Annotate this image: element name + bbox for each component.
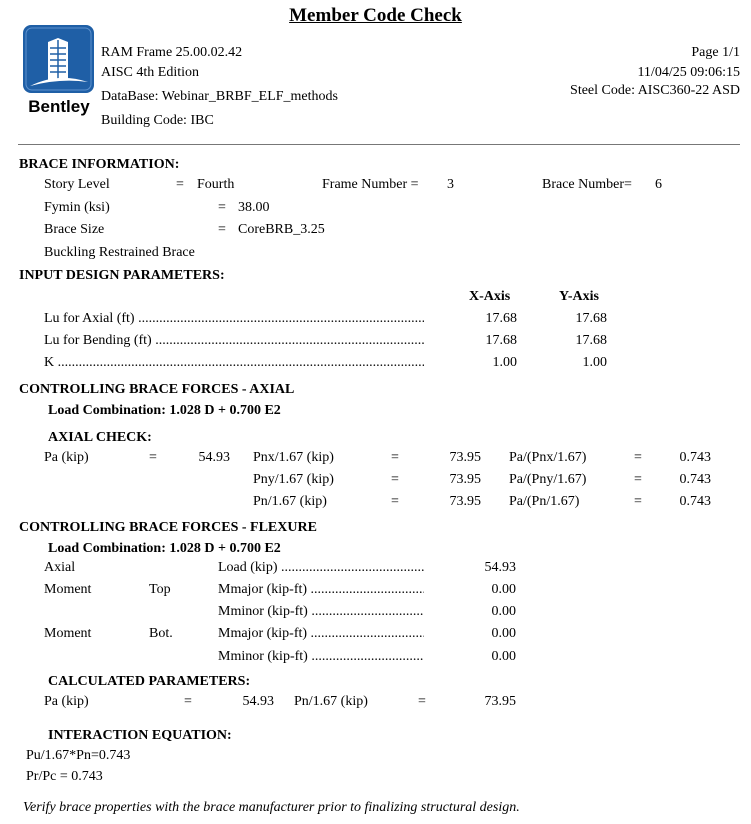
bot-mmajor-value: 0.00 [491, 626, 516, 641]
lu-bending-y: 17.68 [575, 333, 607, 348]
bot-label: Bot. [149, 626, 173, 641]
interaction-line-1: Pu/1.67*Pn=0.743 [26, 748, 131, 763]
company-name: Bentley [28, 97, 90, 116]
brace-info-heading: BRACE INFORMATION: [19, 157, 180, 172]
pny-eq: = [391, 472, 399, 487]
footnote: Verify brace properties with the brace manufacturer prior to finalizing structural design. [23, 800, 520, 815]
pny-ratio-label: Pa/(Pny/1.67) [509, 472, 587, 487]
frame-number-value: 3 [447, 177, 454, 192]
pnx-value: 73.95 [449, 450, 481, 465]
top-mmajor-label: Mmajor (kip-ft) ..... [218, 581, 424, 598]
pnx-label: Pnx/1.67 (kip) [253, 450, 334, 465]
pny-value: 73.95 [449, 472, 481, 487]
report-datetime: 11/04/25 09:06:15 [637, 65, 740, 80]
x-axis-heading: X-Axis [469, 289, 511, 304]
fymin-value: 38.00 [238, 200, 270, 215]
program-version: RAM Frame 25.00.02.42 [101, 45, 243, 60]
pn-eq: = [391, 494, 399, 509]
story-label: Story Level [44, 177, 110, 192]
brace-number-label: Brace Number= [542, 177, 632, 192]
k-y: 1.00 [582, 355, 607, 370]
bot-mminor-label: Mminor (kip-ft) ..... [218, 648, 424, 665]
lu-bending-label: Lu for Bending (ft) ..... [44, 332, 424, 349]
moment-top-label: Moment [44, 582, 92, 597]
top-mminor-value: 0.00 [491, 604, 516, 619]
calc-pn-value: 73.95 [484, 694, 516, 709]
bentley-logo [22, 24, 96, 118]
pnx-ratio-label: Pa/(Pnx/1.67) [509, 450, 587, 465]
page-title: Member Code Check [289, 5, 462, 26]
story-value: Fourth [197, 177, 235, 192]
flexure-axial-label: Axial [44, 560, 76, 575]
lu-bending-x: 17.68 [485, 333, 517, 348]
pn-value: 73.95 [449, 494, 481, 509]
flexure-load-value: 54.93 [484, 560, 516, 575]
top-mminor-label: Mminor (kip-ft) ..... [218, 603, 424, 620]
building-code: Building Code: IBC [101, 113, 214, 128]
calc-pn-eq: = [418, 694, 426, 709]
pny-ratio: 0.743 [679, 472, 711, 487]
y-axis-heading: Y-Axis [559, 289, 599, 304]
calc-pn-label: Pn/1.67 (kip) [294, 694, 368, 709]
flexure-load-label: Load (kip) ..... [218, 559, 424, 576]
pny-ratio-eq: = [634, 472, 642, 487]
axial-heading: CONTROLLING BRACE FORCES - AXIAL [19, 382, 295, 397]
fymin-label: Fymin (ksi) [44, 200, 110, 215]
brace-size-eq: = [218, 222, 226, 237]
design-params-heading: INPUT DESIGN PARAMETERS: [19, 268, 225, 283]
pnx-ratio: 0.743 [679, 450, 711, 465]
calc-params-heading: CALCULATED PARAMETERS: [48, 674, 251, 689]
calc-pa-eq: = [184, 694, 192, 709]
database-name: DataBase: Webinar_BRBF_ELF_methods [101, 89, 338, 104]
axial-load-combination: Load Combination: 1.028 D + 0.700 E2 [48, 403, 281, 418]
bot-mminor-value: 0.00 [491, 649, 516, 664]
lu-axial-label: Lu for Axial (ft) ..... [44, 310, 424, 327]
pa-eq: = [149, 450, 157, 465]
edition: AISC 4th Edition [101, 65, 200, 80]
calc-pa-value: 54.93 [242, 694, 274, 709]
page-number: Page 1/1 [691, 45, 740, 60]
frame-number-label: Frame Number = [322, 177, 419, 192]
calc-pa-label: Pa (kip) [44, 694, 89, 709]
top-label: Top [149, 582, 171, 597]
pn-ratio-label: Pa/(Pn/1.67) [509, 494, 580, 509]
header-divider [18, 144, 740, 145]
k-x: 1.00 [492, 355, 517, 370]
pn-label: Pn/1.67 (kip) [253, 494, 327, 509]
pn-ratio: 0.743 [679, 494, 711, 509]
brace-number-value: 6 [655, 177, 662, 192]
pa-value: 54.93 [198, 450, 230, 465]
story-eq: = [176, 177, 184, 192]
brace-size-value: CoreBRB_3.25 [238, 222, 325, 237]
lu-axial-x: 17.68 [485, 311, 517, 326]
moment-bot-label: Moment [44, 626, 92, 641]
pa-label: Pa (kip) [44, 450, 89, 465]
lu-axial-y: 17.68 [575, 311, 607, 326]
brace-size-label: Brace Size [44, 222, 105, 237]
interaction-line-2: Pr/Pc = 0.743 [26, 769, 103, 784]
axial-check-heading: AXIAL CHECK: [48, 430, 152, 445]
pny-label: Pny/1.67 (kip) [253, 472, 334, 487]
brace-type: Buckling Restrained Brace [44, 245, 195, 260]
steel-code: Steel Code: AISC360-22 ASD [570, 83, 740, 98]
interaction-heading: INTERACTION EQUATION: [48, 728, 232, 743]
bot-mmajor-label: Mmajor (kip-ft) ..... [218, 625, 424, 642]
k-label: K ..... [44, 354, 424, 371]
pnx-eq: = [391, 450, 399, 465]
flexure-heading: CONTROLLING BRACE FORCES - FLEXURE [19, 520, 317, 535]
fymin-eq: = [218, 200, 226, 215]
pn-ratio-eq: = [634, 494, 642, 509]
building-logo-icon [22, 24, 96, 118]
top-mmajor-value: 0.00 [491, 582, 516, 597]
pnx-ratio-eq: = [634, 450, 642, 465]
flexure-load-combination: Load Combination: 1.028 D + 0.700 E2 [48, 541, 281, 556]
